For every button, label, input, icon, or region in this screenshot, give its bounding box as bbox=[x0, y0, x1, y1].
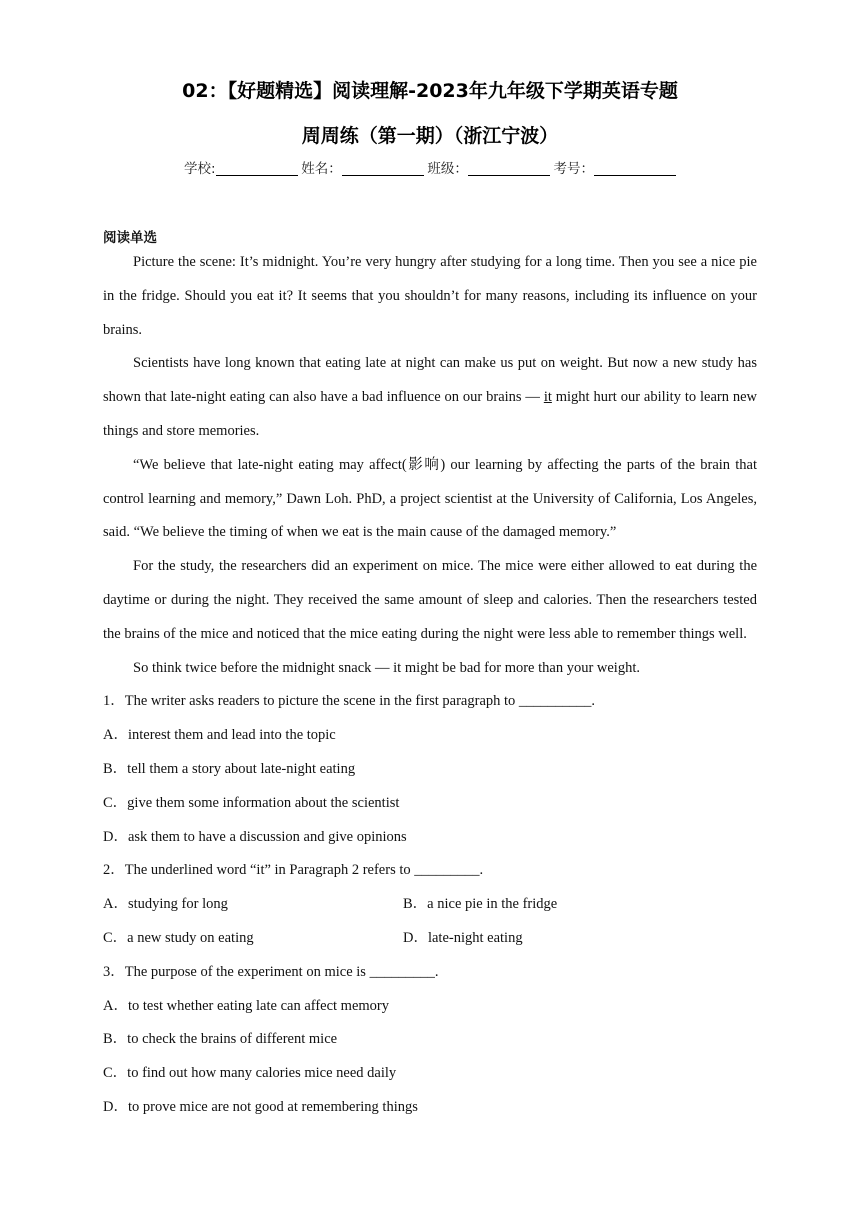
reading-content bbox=[103, 246, 757, 1125]
passage-paragraph-2-text-a: Scientists have long known that eating late at night can make us put on weight. But now a new study has shown that late-night eating can also have a bad influence on our brains — bbox=[103, 355, 757, 406]
passage-paragraph-3: “We believe that late-night eating may affect(影响) our learning by affecting the parts of the brain that control learning and memory,” Dawn Loh. PhD, a project scientist at the University of California, Los Angeles, said. “We believe the timing of when we eat is the main cause of the damaged memory.” bbox=[103, 456, 757, 541]
exam-number-blank[interactable] bbox=[594, 161, 676, 176]
question-1-option-c[interactable]: C．give them some information about the scientist bbox=[103, 794, 400, 811]
passage-paragraph-5: So think twice before the midnight snack — it might be bad for more than your weight. bbox=[133, 659, 640, 676]
underlined-word: it bbox=[543, 389, 552, 406]
question-2-option-b[interactable]: B．a nice pie in the fridge bbox=[403, 896, 558, 913]
school-blank[interactable] bbox=[216, 161, 298, 176]
class-label: 班级： bbox=[427, 161, 468, 177]
question-2-options-row-2 bbox=[103, 922, 757, 956]
document-title-line-2: 周周练（第一期）（浙江宁波） bbox=[301, 125, 559, 147]
question-3-option-c[interactable]: C．to find out how many calories mice need daily bbox=[103, 1065, 397, 1082]
question-3-option-d[interactable]: D．to prove mice are not good at remembering things bbox=[103, 1098, 418, 1115]
section-title: 阅读单选 bbox=[103, 230, 157, 246]
question-3-option-a[interactable]: A．to test whether eating late can affect memory bbox=[103, 997, 389, 1014]
passage-paragraph-2-text-b: might hurt our ability to learn new things and store memories. bbox=[103, 389, 757, 439]
passage-paragraph-2 bbox=[103, 347, 757, 448]
document-title-line-1: 02：【好题精选】阅读理解-2023年九年级下学期英语专题 bbox=[182, 80, 678, 102]
class-blank[interactable] bbox=[468, 161, 550, 176]
name-label: 姓名： bbox=[301, 161, 342, 177]
question-2-option-d[interactable]: D．late-night eating bbox=[403, 929, 523, 946]
question-1-stem: 1．The writer asks readers to picture the scene in the first paragraph to __________. bbox=[103, 693, 596, 710]
question-2-stem: 2．The underlined word “it” in Paragraph 2 refers to _________. bbox=[103, 862, 484, 879]
student-info-line bbox=[0, 157, 860, 178]
question-2-options-row-1 bbox=[103, 888, 757, 922]
question-3-stem: 3．The purpose of the experiment on mice is _________. bbox=[103, 963, 439, 980]
question-1-option-b[interactable]: B．tell them a story about late-night eating bbox=[103, 760, 356, 777]
passage-paragraph-1: Picture the scene: It’s midnight. You’re very hungry after studying for a long time. Then you see a nice pie in the fridge. Should you eat it? It seems that you shouldn’t for many reasons, including its influence on your brains. bbox=[103, 254, 757, 338]
passage-paragraph-4: For the study, the researchers did an experiment on mice. The mice were either allowed to eat during the daytime or during the night. They received the same amount of sleep and calories. Then the researchers tested the brains of the mice and noticed that the mice eating during the night were less able to remember things well. bbox=[103, 558, 757, 642]
exam-number-label: 考号： bbox=[553, 161, 594, 177]
question-1-option-d[interactable]: D．ask them to have a discussion and give opinions bbox=[103, 828, 407, 845]
school-label: 学校: bbox=[184, 161, 216, 177]
question-2-option-c[interactable]: C．a new study on eating bbox=[103, 929, 254, 946]
question-3-option-b[interactable]: B．to check the brains of different mice bbox=[103, 1031, 338, 1048]
question-1-option-a[interactable]: A．interest them and lead into the topic bbox=[103, 727, 336, 744]
name-blank[interactable] bbox=[342, 161, 424, 176]
question-2-option-a[interactable]: A．studying for long bbox=[103, 896, 228, 913]
